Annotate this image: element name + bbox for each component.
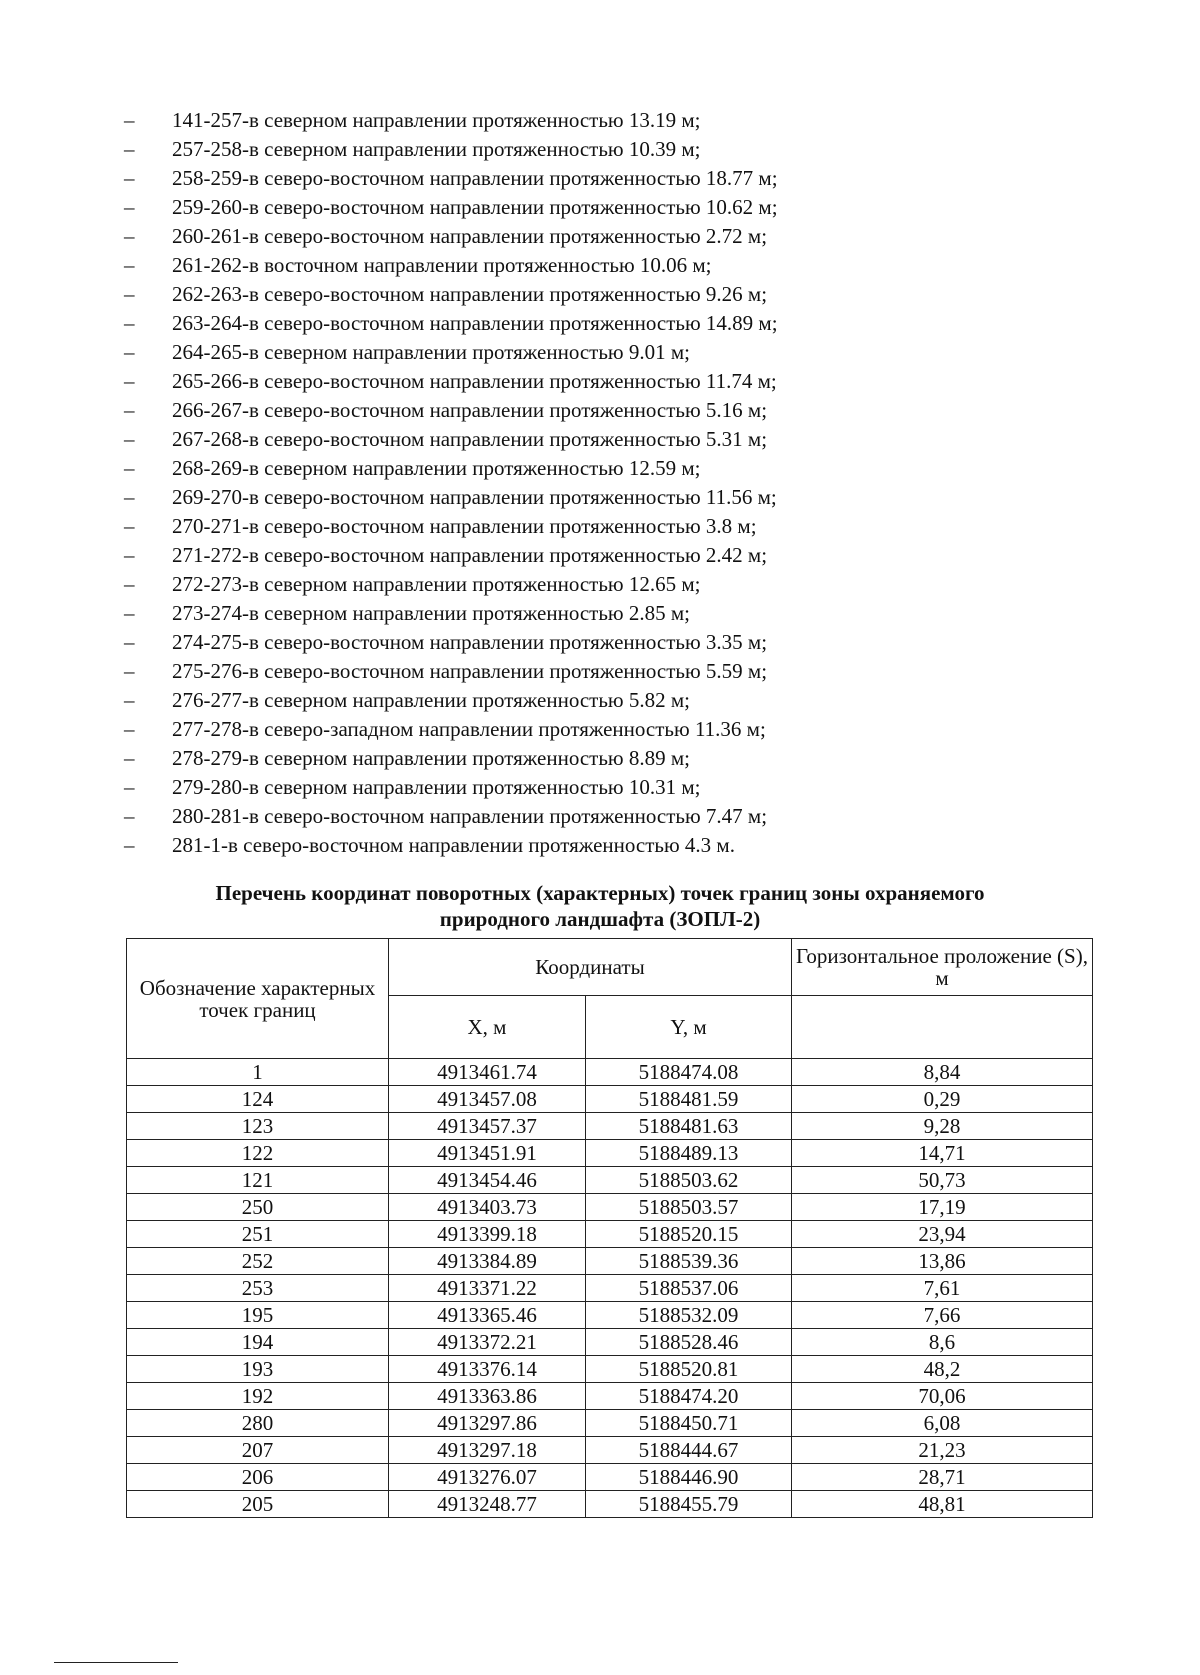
bullet-dash: – <box>124 253 135 277</box>
bullet-dash: – <box>124 427 135 451</box>
cell-y: 5188539.36 <box>586 1248 792 1275</box>
bullet-dash: – <box>124 775 135 799</box>
cell-distance: 17,19 <box>792 1194 1093 1221</box>
bullet-dash: – <box>124 514 135 538</box>
list-item <box>124 773 1124 802</box>
cell-y: 5188532.09 <box>586 1302 792 1329</box>
list-item <box>124 396 1124 425</box>
segment-text: 265-266-в северо-восточном направлении протяженностью 11.74 м; <box>172 369 777 393</box>
list-item <box>124 193 1124 222</box>
segment-text: 259-260-в северо-восточном направлении протяженностью 10.62 м; <box>172 195 778 219</box>
list-item <box>124 715 1124 744</box>
bullet-dash: – <box>124 601 135 625</box>
cell-x: 4913403.73 <box>389 1194 586 1221</box>
cell-point: 123 <box>127 1113 389 1140</box>
table-row <box>127 1275 1093 1302</box>
cell-distance: 13,86 <box>792 1248 1093 1275</box>
header-y: Y, м <box>586 996 792 1059</box>
bullet-dash: – <box>124 717 135 741</box>
cell-distance: 50,73 <box>792 1167 1093 1194</box>
bullet-dash: – <box>124 369 135 393</box>
cell-distance: 9,28 <box>792 1113 1093 1140</box>
cell-x: 4913454.46 <box>389 1167 586 1194</box>
table-row <box>127 1329 1093 1356</box>
segment-text: 266-267-в северо-восточном направлении протяженностью 5.16 м; <box>172 398 768 422</box>
cell-x: 4913457.08 <box>389 1086 586 1113</box>
bullet-dash: – <box>124 195 135 219</box>
bullet-dash: – <box>124 543 135 567</box>
cell-x: 4913365.46 <box>389 1302 586 1329</box>
cell-y: 5188528.46 <box>586 1329 792 1356</box>
cell-distance: 8,6 <box>792 1329 1093 1356</box>
table-row <box>127 1086 1093 1113</box>
cell-y: 5188474.08 <box>586 1059 792 1086</box>
bullet-dash: – <box>124 398 135 422</box>
cell-y: 5188455.79 <box>586 1491 792 1518</box>
cell-x: 4913457.37 <box>389 1113 586 1140</box>
cell-distance: 21,23 <box>792 1437 1093 1464</box>
segment-text: 281-1-в северо-восточном направлении протяженностью 4.3 м. <box>172 833 735 857</box>
list-item <box>124 309 1124 338</box>
bullet-dash: – <box>124 572 135 596</box>
list-item <box>124 280 1124 309</box>
bullet-dash: – <box>124 137 135 161</box>
cell-point: 195 <box>127 1302 389 1329</box>
cell-x: 4913399.18 <box>389 1221 586 1248</box>
header-coordinates: Координаты <box>389 939 792 996</box>
cell-y: 5188481.59 <box>586 1086 792 1113</box>
table-row <box>127 1410 1093 1437</box>
coordinates-table <box>126 938 1093 1518</box>
segment-text: 278-279-в северном направлении протяженностью 8.89 м; <box>172 746 690 770</box>
cell-x: 4913451.91 <box>389 1140 586 1167</box>
segment-text: 269-270-в северо-восточном направлении протяженностью 11.56 м; <box>172 485 777 509</box>
list-item <box>124 599 1124 628</box>
cell-point: 205 <box>127 1491 389 1518</box>
table-row <box>127 1140 1093 1167</box>
list-item <box>124 686 1124 715</box>
table-body <box>127 1059 1093 1518</box>
table-row <box>127 1248 1093 1275</box>
cell-distance: 70,06 <box>792 1383 1093 1410</box>
table-row <box>127 1059 1093 1086</box>
table-row <box>127 1464 1093 1491</box>
segment-text: 268-269-в северном направлении протяженностью 12.59 м; <box>172 456 701 480</box>
footer-rule <box>54 1662 178 1663</box>
list-item <box>124 570 1124 599</box>
cell-y: 5188474.20 <box>586 1383 792 1410</box>
list-item <box>124 164 1124 193</box>
segment-text: 267-268-в северо-восточном направлении протяженностью 5.31 м; <box>172 427 768 451</box>
cell-y: 5188444.67 <box>586 1437 792 1464</box>
cell-x: 4913384.89 <box>389 1248 586 1275</box>
table-row <box>127 1383 1093 1410</box>
cell-point: 1 <box>127 1059 389 1086</box>
list-item <box>124 628 1124 657</box>
cell-point: 207 <box>127 1437 389 1464</box>
table-row <box>127 1167 1093 1194</box>
list-item <box>124 512 1124 541</box>
list-item <box>124 541 1124 570</box>
segment-text: 258-259-в северо-восточном направлении протяженностью 18.77 м; <box>172 166 778 190</box>
cell-distance: 7,61 <box>792 1275 1093 1302</box>
list-item <box>124 251 1124 280</box>
cell-point: 122 <box>127 1140 389 1167</box>
list-item <box>124 338 1124 367</box>
bullet-dash: – <box>124 485 135 509</box>
segment-text: 141-257-в северном направлении протяженностью 13.19 м; <box>172 108 701 132</box>
list-item <box>124 106 1124 135</box>
cell-distance: 48,2 <box>792 1356 1093 1383</box>
table-title-line-2: природного ландшафта (ЗОПЛ-2) <box>439 907 761 931</box>
list-item <box>124 222 1124 251</box>
segment-text: 272-273-в северном направлении протяженностью 12.65 м; <box>172 572 701 596</box>
cell-y: 5188450.71 <box>586 1410 792 1437</box>
bullet-dash: – <box>124 804 135 828</box>
bullet-dash: – <box>124 282 135 306</box>
cell-y: 5188481.63 <box>586 1113 792 1140</box>
segment-text: 261-262-в восточном направлении протяженностью 10.06 м; <box>172 253 712 277</box>
segment-text: 275-276-в северо-восточном направлении протяженностью 5.59 м; <box>172 659 768 683</box>
cell-y: 5188520.81 <box>586 1356 792 1383</box>
cell-point: 280 <box>127 1410 389 1437</box>
list-item <box>124 367 1124 396</box>
bullet-dash: – <box>124 224 135 248</box>
cell-distance: 14,71 <box>792 1140 1093 1167</box>
bullet-dash: – <box>124 340 135 364</box>
cell-x: 4913372.21 <box>389 1329 586 1356</box>
cell-y: 5188446.90 <box>586 1464 792 1491</box>
table-row <box>127 1356 1093 1383</box>
segment-text: 263-264-в северо-восточном направлении протяженностью 14.89 м; <box>172 311 778 335</box>
segment-text: 273-274-в северном направлении протяженностью 2.85 м; <box>172 601 690 625</box>
cell-x: 4913248.77 <box>389 1491 586 1518</box>
segment-text: 270-271-в северо-восточном направлении протяженностью 3.8 м; <box>172 514 757 538</box>
cell-point: 251 <box>127 1221 389 1248</box>
cell-distance: 6,08 <box>792 1410 1093 1437</box>
cell-point: 193 <box>127 1356 389 1383</box>
cell-distance: 8,84 <box>792 1059 1093 1086</box>
table-row <box>127 1113 1093 1140</box>
bullet-dash: – <box>124 456 135 480</box>
list-item <box>124 425 1124 454</box>
table-row <box>127 1491 1093 1518</box>
list-item <box>124 454 1124 483</box>
table-header-row <box>127 939 1093 996</box>
cell-point: 192 <box>127 1383 389 1410</box>
header-distance-empty <box>792 996 1093 1059</box>
cell-distance: 28,71 <box>792 1464 1093 1491</box>
list-item <box>124 657 1124 686</box>
segment-text: 274-275-в северо-восточном направлении протяженностью 3.35 м; <box>172 630 768 654</box>
table-title <box>120 880 1080 932</box>
table-row <box>127 1302 1093 1329</box>
cell-x: 4913297.18 <box>389 1437 586 1464</box>
bullet-dash: – <box>124 108 135 132</box>
cell-point: 253 <box>127 1275 389 1302</box>
bullet-dash: – <box>124 833 135 857</box>
table-row <box>127 1221 1093 1248</box>
cell-point: 252 <box>127 1248 389 1275</box>
cell-point: 194 <box>127 1329 389 1356</box>
segment-text: 271-272-в северо-восточном направлении протяженностью 2.42 м; <box>172 543 768 567</box>
cell-y: 5188503.62 <box>586 1167 792 1194</box>
segment-text: 279-280-в северном направлении протяженностью 10.31 м; <box>172 775 701 799</box>
cell-point: 250 <box>127 1194 389 1221</box>
cell-distance: 7,66 <box>792 1302 1093 1329</box>
cell-x: 4913297.86 <box>389 1410 586 1437</box>
list-item <box>124 802 1124 831</box>
segment-text: 260-261-в северо-восточном направлении протяженностью 2.72 м; <box>172 224 768 248</box>
cell-y: 5188489.13 <box>586 1140 792 1167</box>
bullet-dash: – <box>124 659 135 683</box>
bullet-dash: – <box>124 746 135 770</box>
segment-text: 276-277-в северном направлении протяженностью 5.82 м; <box>172 688 690 712</box>
list-item <box>124 483 1124 512</box>
cell-x: 4913363.86 <box>389 1383 586 1410</box>
header-x: X, м <box>389 996 586 1059</box>
cell-distance: 0,29 <box>792 1086 1093 1113</box>
list-item <box>124 135 1124 164</box>
cell-point: 124 <box>127 1086 389 1113</box>
cell-point: 121 <box>127 1167 389 1194</box>
cell-y: 5188503.57 <box>586 1194 792 1221</box>
cell-x: 4913276.07 <box>389 1464 586 1491</box>
segment-text: 262-263-в северо-восточном направлении протяженностью 9.26 м; <box>172 282 768 306</box>
bullet-dash: – <box>124 630 135 654</box>
bullet-dash: – <box>124 166 135 190</box>
list-item <box>124 831 1124 860</box>
cell-distance: 23,94 <box>792 1221 1093 1248</box>
bullet-dash: – <box>124 688 135 712</box>
bullet-dash: – <box>124 311 135 335</box>
segment-text: 280-281-в северо-восточном направлении протяженностью 7.47 м; <box>172 804 768 828</box>
table-row <box>127 1194 1093 1221</box>
header-point: Обозначение характерных точек границ <box>127 939 389 1059</box>
cell-y: 5188520.15 <box>586 1221 792 1248</box>
header-distance: Горизонтальное проложение (S), м <box>792 939 1093 996</box>
cell-y: 5188537.06 <box>586 1275 792 1302</box>
segment-text: 257-258-в северном направлении протяженностью 10.39 м; <box>172 137 701 161</box>
cell-point: 206 <box>127 1464 389 1491</box>
cell-x: 4913461.74 <box>389 1059 586 1086</box>
list-item <box>124 744 1124 773</box>
cell-distance: 48,81 <box>792 1491 1093 1518</box>
segment-list <box>124 106 1124 860</box>
cell-x: 4913371.22 <box>389 1275 586 1302</box>
table-title-line-1: Перечень координат поворотных (характерных) точек границ зоны охраняемого <box>215 881 985 905</box>
table-row <box>127 1437 1093 1464</box>
segment-text: 264-265-в северном направлении протяженностью 9.01 м; <box>172 340 690 364</box>
cell-x: 4913376.14 <box>389 1356 586 1383</box>
segment-text: 277-278-в северо-западном направлении протяженностью 11.36 м; <box>172 717 766 741</box>
